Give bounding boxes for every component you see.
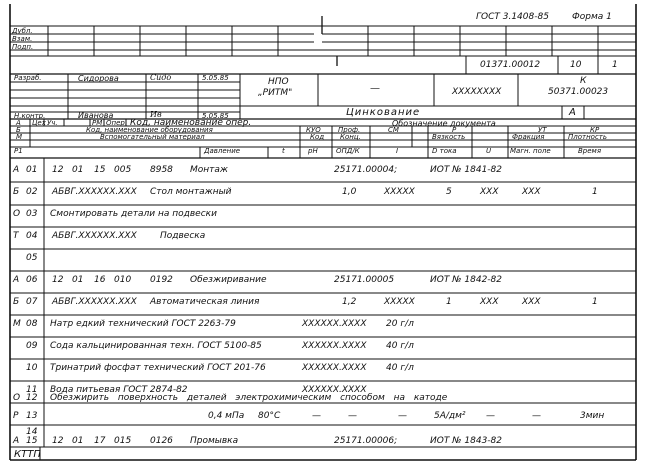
standard-number: ГОСТ 3.1408-85 xyxy=(476,12,549,22)
row-07-kr: 1 xyxy=(592,297,598,307)
row-09-material: Сода кальцинированная техн. ГОСТ 5100-85 xyxy=(50,341,262,351)
row-13-time: 3мин xyxy=(580,411,605,421)
row-13-pressure: 0,4 мПа xyxy=(208,411,245,421)
row-09-num: 09 xyxy=(26,341,38,351)
row-01-rm: 15 xyxy=(94,165,106,175)
row-06-doc: 25171.00005 xyxy=(334,275,395,285)
k-label: К xyxy=(580,76,587,86)
hdr-prof: Проф. xyxy=(338,126,361,134)
row-01-section: 01 xyxy=(72,165,84,175)
sheet-total: 10 xyxy=(570,60,582,70)
row-09-conc: 40 г/л xyxy=(386,341,414,351)
hdr-viscosity: Вязкость xyxy=(432,133,466,141)
row-06-oper: 010 xyxy=(114,275,132,285)
hdr-uch: Уч. xyxy=(47,119,58,127)
hdr-kr: КР xyxy=(590,126,600,134)
row-02-num: 02 xyxy=(26,187,38,197)
row-13-opd: — xyxy=(348,411,357,421)
row-07-sm: 1 xyxy=(446,297,452,307)
row-02-sm: 5 xyxy=(446,187,452,197)
row-01-name: Монтаж xyxy=(190,165,229,175)
row-04-num: 04 xyxy=(26,231,38,241)
row-04-tool-name: Подвеска xyxy=(160,231,206,241)
row-13-current: — xyxy=(398,411,407,421)
hdr-ph: pH xyxy=(308,147,318,155)
row-11-num: 11 xyxy=(26,385,38,395)
row-13-voltage: — xyxy=(486,411,495,421)
developed-signature: Сидо xyxy=(150,73,172,82)
hdr-aux-material: Вспомогательный материал xyxy=(100,133,205,141)
k-number: 50371.00023 xyxy=(548,87,609,97)
row-08-num: 08 xyxy=(26,319,38,329)
row-10-material: Тринатрий фосфат технический ГОСТ 201-76 xyxy=(50,363,266,373)
hdr-m: М xyxy=(16,133,23,141)
row-13-temperature: 80°С xyxy=(258,411,281,421)
row-06-code: 0192 xyxy=(150,275,173,285)
document-number: 01371.00012 xyxy=(480,60,541,70)
hdr-density: Плотность xyxy=(568,133,608,141)
row-01-shop: 12 xyxy=(52,165,64,175)
hdr-konts: Конц. xyxy=(340,133,361,141)
hdr-r1: Р1 xyxy=(14,147,23,155)
row-06-shop: 12 xyxy=(52,275,64,285)
row-11-code: XXXXXX.XXXX xyxy=(302,385,367,395)
row-15-num: 15 xyxy=(26,436,38,446)
control-date: 5.05.85 xyxy=(202,112,229,120)
org-line-1: НПО xyxy=(268,77,289,87)
product-code: XXXXXXXX xyxy=(452,87,502,97)
hdr-t: t xyxy=(282,147,285,155)
row-09-code: XXXXXX.XXXX xyxy=(302,341,367,351)
row-07-prefix: Б xyxy=(13,297,20,307)
operation-title: Цинкование xyxy=(346,107,421,118)
hdr-oper-name: Код, наименование опер. xyxy=(130,118,252,128)
row-05-num: 05 xyxy=(26,253,38,263)
row-06-section: 01 xyxy=(72,275,84,285)
row-13-num: 13 xyxy=(26,411,38,421)
row-12-num: 12 xyxy=(26,393,38,403)
row-15-name: Промывка xyxy=(190,436,239,446)
row-03-prefix: О xyxy=(13,209,21,219)
row-07-prof: XXXXX xyxy=(384,297,415,307)
label-podp: Подп. xyxy=(12,43,34,51)
hdr-rm: РМ xyxy=(92,119,103,127)
control-signature: Ив xyxy=(150,110,162,119)
row-01-num: 01 xyxy=(26,165,38,175)
row-15-iot: ИОТ № 1843-82 xyxy=(430,436,502,446)
sheet-number: 1 xyxy=(612,60,618,70)
row-15-prefix: А xyxy=(13,436,20,446)
row-06-name: Обезжиривание xyxy=(190,275,267,285)
hdr-kod: Код xyxy=(310,133,325,141)
row-07-ut: XXX xyxy=(522,297,541,307)
row-07-num: 07 xyxy=(26,297,38,307)
row-06-num: 06 xyxy=(26,275,38,285)
row-08-prefix: М xyxy=(13,319,21,329)
row-03-instruction: Смонтировать детали на подвески xyxy=(50,209,217,219)
row-04-tool-code: АБВГ.XXXXXX.XXX xyxy=(52,231,137,241)
row-11-material: Вода питьевая ГОСТ 2874-82 xyxy=(50,385,188,395)
row-14-num: 14 xyxy=(26,427,38,437)
row-01-code: 8958 xyxy=(150,165,173,175)
row-13-current-density: 5А/дм² xyxy=(434,411,466,421)
hdr-equipment: Код, наименование оборудования xyxy=(86,126,213,134)
row-10-code: XXXXXX.XXXX xyxy=(302,363,367,373)
row-04-prefix: Т xyxy=(13,231,19,241)
row-03-num: 03 xyxy=(26,209,38,219)
row-07-kuo: 1,2 xyxy=(342,297,357,307)
control-label: Н.контр. xyxy=(14,112,46,120)
label-dubl: Дубл. xyxy=(12,27,33,35)
hdr-d-current: D тока xyxy=(432,147,457,155)
row-13-magnetic: — xyxy=(532,411,541,421)
row-13-ph: — xyxy=(312,411,321,421)
row-15-rm: 17 xyxy=(94,436,106,446)
document-letter: А xyxy=(569,107,576,118)
row-12-instruction: Обезжирить поверхность деталей электрохимическим способом на катоде xyxy=(50,393,448,403)
row-01-doc: 25171.00004; xyxy=(334,165,398,175)
footer-label: КТТП xyxy=(14,449,41,460)
row-15-doc: 25171.00006; xyxy=(334,436,398,446)
developed-name: Сидорова xyxy=(78,74,119,83)
row-02-kr: 1 xyxy=(592,187,598,197)
row-06-prefix: А xyxy=(13,275,20,285)
row-12-prefix: О xyxy=(13,393,21,403)
hdr-opd: ОПД/К xyxy=(336,147,360,155)
row-02-kuo: 1,0 xyxy=(342,187,357,197)
org-line-2: „РИТМ" xyxy=(258,88,293,98)
row-07-equip-name: Автоматическая линия xyxy=(150,297,260,307)
hdr-i: I xyxy=(396,147,399,155)
hdr-magnetic-field: Магн. поле xyxy=(510,147,551,155)
row-08-conc: 20 г/л xyxy=(386,319,414,329)
row-07-r: XXX xyxy=(480,297,499,307)
hdr-kuo: КУО xyxy=(306,126,321,134)
row-08-code: XXXXXX.XXXX xyxy=(302,319,367,329)
row-07-equip-code: АБВГ.XXXXXX.XXX xyxy=(52,297,137,307)
row-15-oper: 015 xyxy=(114,436,132,446)
hdr-sm: СМ xyxy=(388,126,399,134)
hdr-a: А xyxy=(16,119,21,127)
row-02-equip-name: Стол монтажный xyxy=(150,187,232,197)
row-13-prefix: Р xyxy=(13,411,19,421)
label-vzam: Взам. xyxy=(12,35,33,43)
row-10-num: 10 xyxy=(26,363,38,373)
hdr-fraction: Фракция xyxy=(512,133,545,141)
hdr-u: U xyxy=(486,147,492,155)
row-02-ut: XXX xyxy=(522,187,541,197)
row-01-prefix: А xyxy=(13,165,20,175)
row-01-iot: ИОТ № 1841-82 xyxy=(430,165,502,175)
control-name: Иванова xyxy=(78,111,114,120)
row-15-section: 01 xyxy=(72,436,84,446)
hdr-b: Б xyxy=(16,126,21,134)
row-06-rm: 16 xyxy=(94,275,106,285)
hdr-time: Время xyxy=(578,147,602,155)
row-02-r: XXX xyxy=(480,187,499,197)
row-02-prof: XXXXX xyxy=(384,187,415,197)
row-01-oper: 005 xyxy=(114,165,132,175)
hdr-pressure: Давление xyxy=(204,147,241,155)
developed-date: 5.05.85 xyxy=(202,74,229,82)
form-number: Форма 1 xyxy=(572,12,612,22)
hdr-tsekh: Цех xyxy=(32,119,46,127)
row-02-equip-code: АБВГ.XXXXXX.XXX xyxy=(52,187,137,197)
hdr-r: Р xyxy=(452,126,457,134)
row-10-conc: 40 г/л xyxy=(386,363,414,373)
row-15-shop: 12 xyxy=(52,436,64,446)
row-06-iot: ИОТ № 1842-82 xyxy=(430,275,502,285)
row-15-code: 0126 xyxy=(150,436,173,446)
title-dash: — xyxy=(370,83,380,94)
row-02-prefix: Б xyxy=(13,187,20,197)
developed-label: Разраб. xyxy=(14,74,42,82)
hdr-doc-designation: Обозначение документа xyxy=(392,119,496,128)
row-08-material: Натр едкий технический ГОСТ 2263-79 xyxy=(50,319,236,329)
hdr-ut: УТ xyxy=(538,126,547,134)
hdr-oper: Опер. xyxy=(106,119,128,127)
